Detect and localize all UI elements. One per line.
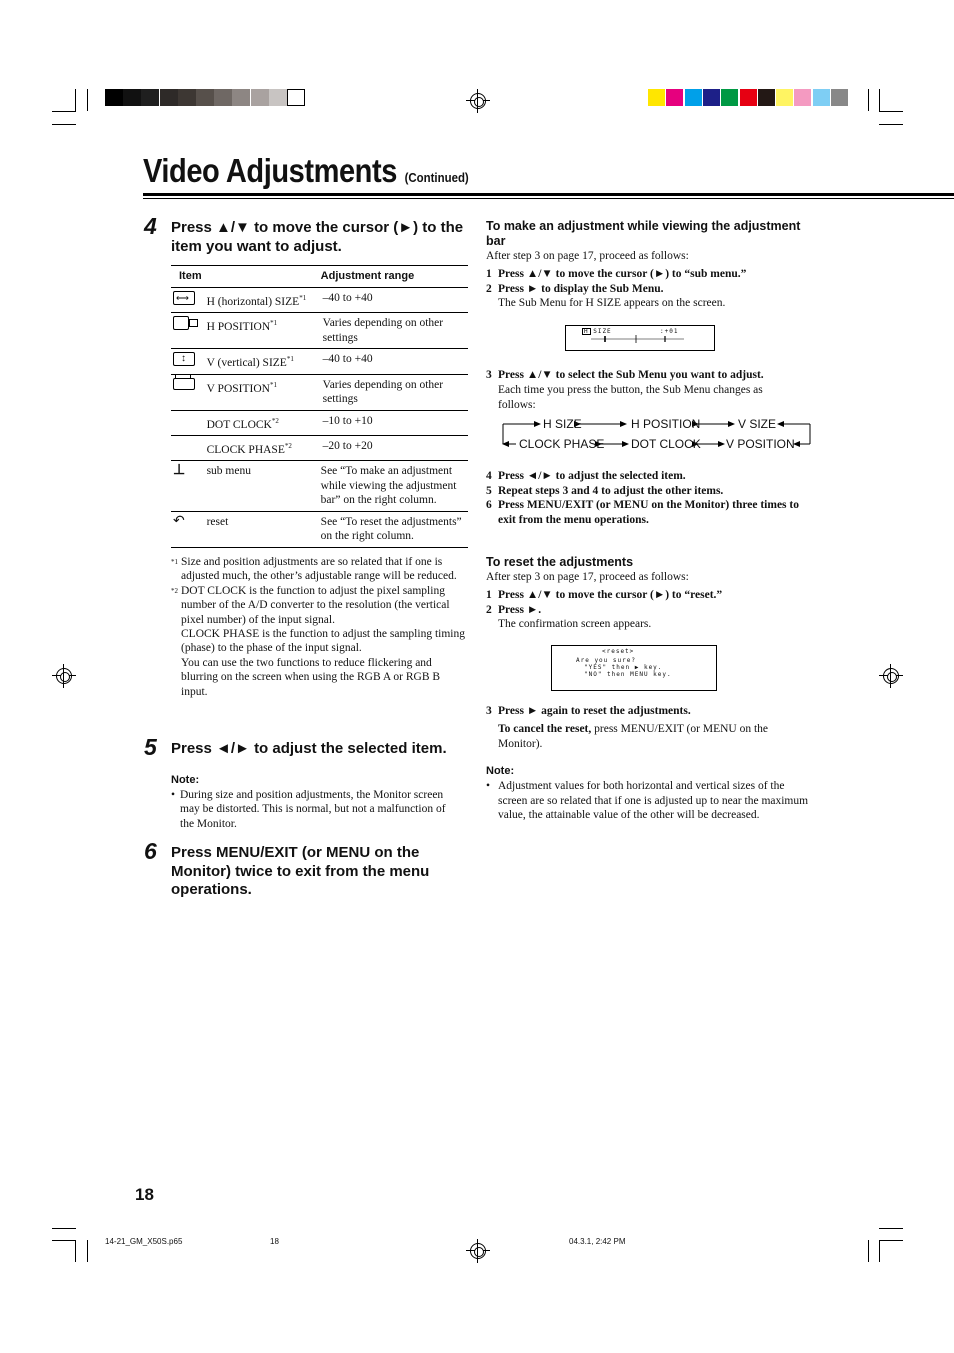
list-text: Press ▲/▼ to move the cursor (►) to “sub menu.” [498, 268, 747, 280]
footer-file: 14-21_GM_X50S.p65 [105, 1237, 183, 1246]
item-cell [205, 349, 321, 375]
crop-mark [52, 1228, 76, 1229]
item-cell [205, 374, 321, 410]
screen-value: :+01 [660, 328, 679, 335]
step-heading-line: Press ▲/▼ to move the cursor (►) to the [171, 219, 464, 236]
item-name: V POSITION [206, 382, 270, 395]
list-number: 6 [486, 499, 492, 511]
list-item [486, 267, 816, 282]
cancel-text: press MENU/EXIT (or MENU on the Monitor). [498, 723, 768, 750]
section-heading: To reset the adjustments [486, 555, 634, 569]
icon-cell [171, 374, 205, 410]
step-heading-line: item you want to adjust. [171, 237, 342, 255]
gray-swatch [196, 89, 214, 106]
note-text [486, 779, 816, 823]
icon-cell [171, 349, 205, 375]
crop-mark [75, 89, 76, 111]
adjustment-table [171, 265, 468, 548]
note-body: Adjustment values for both horizontal and vertical sizes of the screen are so related that if one is adjusted up to near the maximum value, the attainable value of the other will be decreased. [498, 780, 809, 821]
footnote-mark: *1 [171, 558, 178, 566]
footnote-text: You can use the two functions to reduce flickering and blurring on the screen when using the RGB A or RGB B input. [181, 656, 441, 698]
item-name: sub menu [206, 465, 251, 478]
crop-mark [868, 89, 869, 111]
list-text: Press ► again to reset the adjustments. [498, 705, 691, 717]
v-size-icon: ↕ [173, 352, 195, 366]
icon-cell [171, 410, 205, 435]
list-item [486, 498, 816, 527]
list-number: 1 [486, 589, 492, 601]
range-cell: –40 to +40 [322, 291, 373, 304]
list-item [486, 282, 816, 297]
footnote-mark: *2 [271, 416, 279, 425]
crop-mark [879, 111, 903, 112]
list-item [486, 368, 816, 383]
flow-item-dot-clock: DOT CLOCK [631, 437, 701, 451]
range-cell: Varies depending on other settings [322, 317, 444, 344]
cancel-label: To cancel the reset, [498, 723, 592, 735]
crop-mark [879, 124, 903, 125]
footnote-mark: *1 [299, 293, 307, 302]
crop-mark [52, 1240, 76, 1241]
note-text [171, 788, 460, 831]
screen-line: "NO" then MENU key. [584, 671, 672, 678]
list-detail: Each time you press the button, the Sub Menu changes as follows: [498, 384, 763, 411]
step-heading [171, 844, 471, 900]
crop-mark [879, 1240, 903, 1241]
cancel-note [498, 722, 803, 751]
note-label: Note: [171, 774, 200, 786]
registration-mark-icon [470, 1243, 486, 1259]
item-name: reset [206, 515, 229, 528]
crop-mark [52, 111, 76, 112]
confirmation-screen [551, 645, 717, 691]
bullet: • [171, 789, 176, 801]
list-item [486, 704, 816, 719]
gray-swatch [232, 89, 250, 106]
item-cell [205, 511, 321, 547]
crop-mark [87, 89, 88, 111]
list-number: 3 [486, 705, 492, 717]
footnote-text: CLOCK PHASE is the function to adjust the sampling timing (phase) to the phase of the input signal. [181, 628, 465, 655]
section-intro: After step 3 on page 17, proceed as follows: [486, 250, 689, 262]
footnote-mark: *2 [284, 441, 292, 450]
gray-swatch [287, 89, 305, 106]
list-text: Press ▲/▼ to move the cursor (►) to “reset.” [498, 589, 723, 601]
color-swatch [776, 89, 793, 106]
screen-label: H SIZE [584, 328, 612, 335]
color-swatch [648, 89, 665, 106]
item-cell [205, 313, 321, 349]
list-text: Press ▲/▼ to select the Sub Menu you want to adjust. [498, 369, 764, 381]
icon-cell [171, 435, 205, 460]
list-text: Press MENU/EXIT (or MENU on the Monitor) three times to exit from the menu operations. [498, 499, 799, 526]
step-number: 4 [144, 213, 157, 239]
table-row [171, 435, 468, 460]
flow-item-clock-phase: CLOCK PHASE [519, 437, 605, 451]
adjustment-bar [588, 334, 688, 344]
footnote-mark: *2 [171, 586, 178, 595]
crop-mark [879, 1240, 880, 1262]
range-cell: See “To make an adjustment while viewing the adjustment bar” on the right column. [320, 465, 457, 507]
color-swatch [794, 89, 811, 106]
gray-swatch [251, 89, 269, 106]
item-name: H (horizontal) SIZE [206, 295, 300, 308]
table-header-range: Adjustment range [320, 270, 415, 282]
footnote-text: DOT CLOCK is the function to adjust the pixel sampling number of the A/D converter to the resolution (the vertical pixel number) of the input signal. [181, 584, 450, 626]
step-heading-line: operations. [171, 881, 252, 898]
v-position-icon [173, 378, 195, 390]
color-swatch [831, 89, 848, 106]
section-intro: After step 3 on page 17, proceed as follows: [486, 571, 689, 583]
list-item [486, 588, 816, 603]
gray-swatch [269, 89, 287, 106]
list-number: 2 [486, 604, 492, 616]
h-size-icon: ⟷ [173, 291, 195, 305]
item-name: DOT CLOCK [206, 418, 272, 431]
flow-item-h-size: H SIZE [543, 417, 582, 431]
color-swatch [740, 89, 757, 106]
list-text: Press ►. [498, 604, 542, 616]
title-rule-thin [143, 198, 954, 199]
range-cell: –10 to +10 [322, 414, 373, 427]
gray-swatch [160, 89, 178, 106]
table-row [171, 287, 468, 313]
item-cell [205, 461, 321, 512]
step-number: 5 [144, 734, 157, 760]
step-heading-line: Monitor) twice to exit from the menu [171, 862, 430, 880]
list-number: 1 [486, 268, 492, 280]
flow-item-v-size: V SIZE [738, 417, 777, 431]
list-item [486, 484, 816, 499]
screen-line: Are you sure? [576, 657, 636, 664]
step-heading: Press ◄/► to adjust the selected item. [171, 740, 447, 757]
list-text: Repeat steps 3 and 4 to adjust the other items. [498, 485, 724, 497]
icon-cell [171, 511, 205, 547]
section-heading: To make an adjustment while viewing the adjustment bar [486, 219, 801, 248]
item-cell [205, 287, 321, 313]
flow-item-v-position: V POSITION [726, 437, 795, 451]
item-name: V (vertical) SIZE [206, 356, 287, 369]
page-number: 18 [135, 1185, 154, 1204]
color-swatch [721, 89, 738, 106]
footnote-text: Size and position adjustments are so related that if one is adjusted much, the other’s adjustable range will be reduced. [181, 556, 457, 583]
icon-cell [171, 313, 205, 349]
reset-icon: ↶ [173, 513, 185, 529]
list-text: Press ◄/► to adjust the selected item. [498, 470, 686, 482]
note-body: During size and position adjustments, the Monitor screen may be distorted. This is normal, but not a malfunction of the Monitor. [180, 789, 446, 830]
list-number: 2 [486, 283, 492, 295]
table-row [171, 511, 468, 547]
screen-title: <reset> [602, 648, 635, 655]
sub-menu-screen [565, 325, 715, 351]
list-item [486, 603, 816, 618]
step-heading [171, 219, 471, 256]
gray-swatch [141, 89, 159, 106]
icon-cell [171, 461, 205, 512]
range-cell: Varies depending on other settings [322, 378, 444, 405]
list-number: 4 [486, 470, 492, 482]
crop-mark [75, 1240, 76, 1262]
table-header-row [171, 266, 468, 288]
footnote-2 [171, 584, 468, 699]
footnote-mark: *1 [270, 319, 278, 327]
step-heading-line: Press MENU/EXIT (or MENU on the [171, 844, 420, 861]
list-detail: The Sub Menu for H SIZE appears on the screen. [498, 297, 726, 309]
color-swatch [813, 89, 830, 106]
gray-swatch [214, 89, 232, 106]
crop-mark [87, 1240, 88, 1262]
list-item [486, 469, 816, 484]
registration-mark-icon [883, 668, 899, 684]
list-number: 3 [486, 369, 492, 381]
item-name: CLOCK PHASE [206, 443, 285, 456]
color-swatch [758, 89, 775, 106]
step-number: 6 [144, 838, 157, 864]
table-header-item: Item [179, 270, 202, 282]
crop-mark [868, 1240, 869, 1262]
table-row [171, 461, 468, 512]
page-title: Video Adjustments (Continued) [143, 152, 469, 189]
gray-swatch [123, 89, 141, 106]
icon-cell [171, 287, 205, 313]
gray-swatch [105, 89, 123, 106]
color-swatch [685, 89, 702, 106]
item-cell [205, 435, 321, 460]
range-cell: See “To reset the adjustments” on the right column. [320, 515, 462, 543]
footnote-mark: *1 [286, 355, 294, 363]
screen-line: "YES" then ▶ key. [584, 664, 663, 671]
range-cell: –40 to +40 [322, 353, 373, 365]
title-suffix: (Continued) [404, 170, 469, 185]
table-row [171, 349, 468, 375]
list-detail: The confirmation screen appears. [498, 618, 652, 630]
sub-menu-icon: ⊥ [173, 463, 186, 479]
title-rule [143, 193, 954, 196]
h-position-icon [173, 316, 189, 330]
range-cell: –20 to +20 [322, 439, 373, 452]
footnote-1 [171, 555, 468, 584]
footer-page: 18 [270, 1237, 279, 1246]
color-swatch [703, 89, 720, 106]
footnote-mark: *1 [269, 380, 277, 389]
table-row [171, 410, 468, 435]
crop-mark [52, 124, 76, 125]
item-cell [205, 410, 321, 435]
crop-mark [879, 89, 880, 111]
table-row [171, 313, 468, 349]
table-row [171, 374, 468, 410]
color-swatch [666, 89, 683, 106]
list-text: Press ► to display the Sub Menu. [498, 283, 664, 295]
footer-date: 04.3.1, 2:42 PM [569, 1237, 626, 1246]
crop-mark [879, 1228, 903, 1229]
footnotes [171, 555, 468, 699]
item-name: H POSITION [206, 320, 271, 333]
list-number: 5 [486, 485, 492, 497]
flow-item-h-position: H POSITION [631, 417, 701, 431]
registration-mark-icon [470, 93, 486, 109]
registration-mark-icon [56, 668, 72, 684]
bullet: • [486, 780, 491, 792]
gray-swatch [178, 89, 196, 106]
note-label: Note: [486, 765, 515, 777]
